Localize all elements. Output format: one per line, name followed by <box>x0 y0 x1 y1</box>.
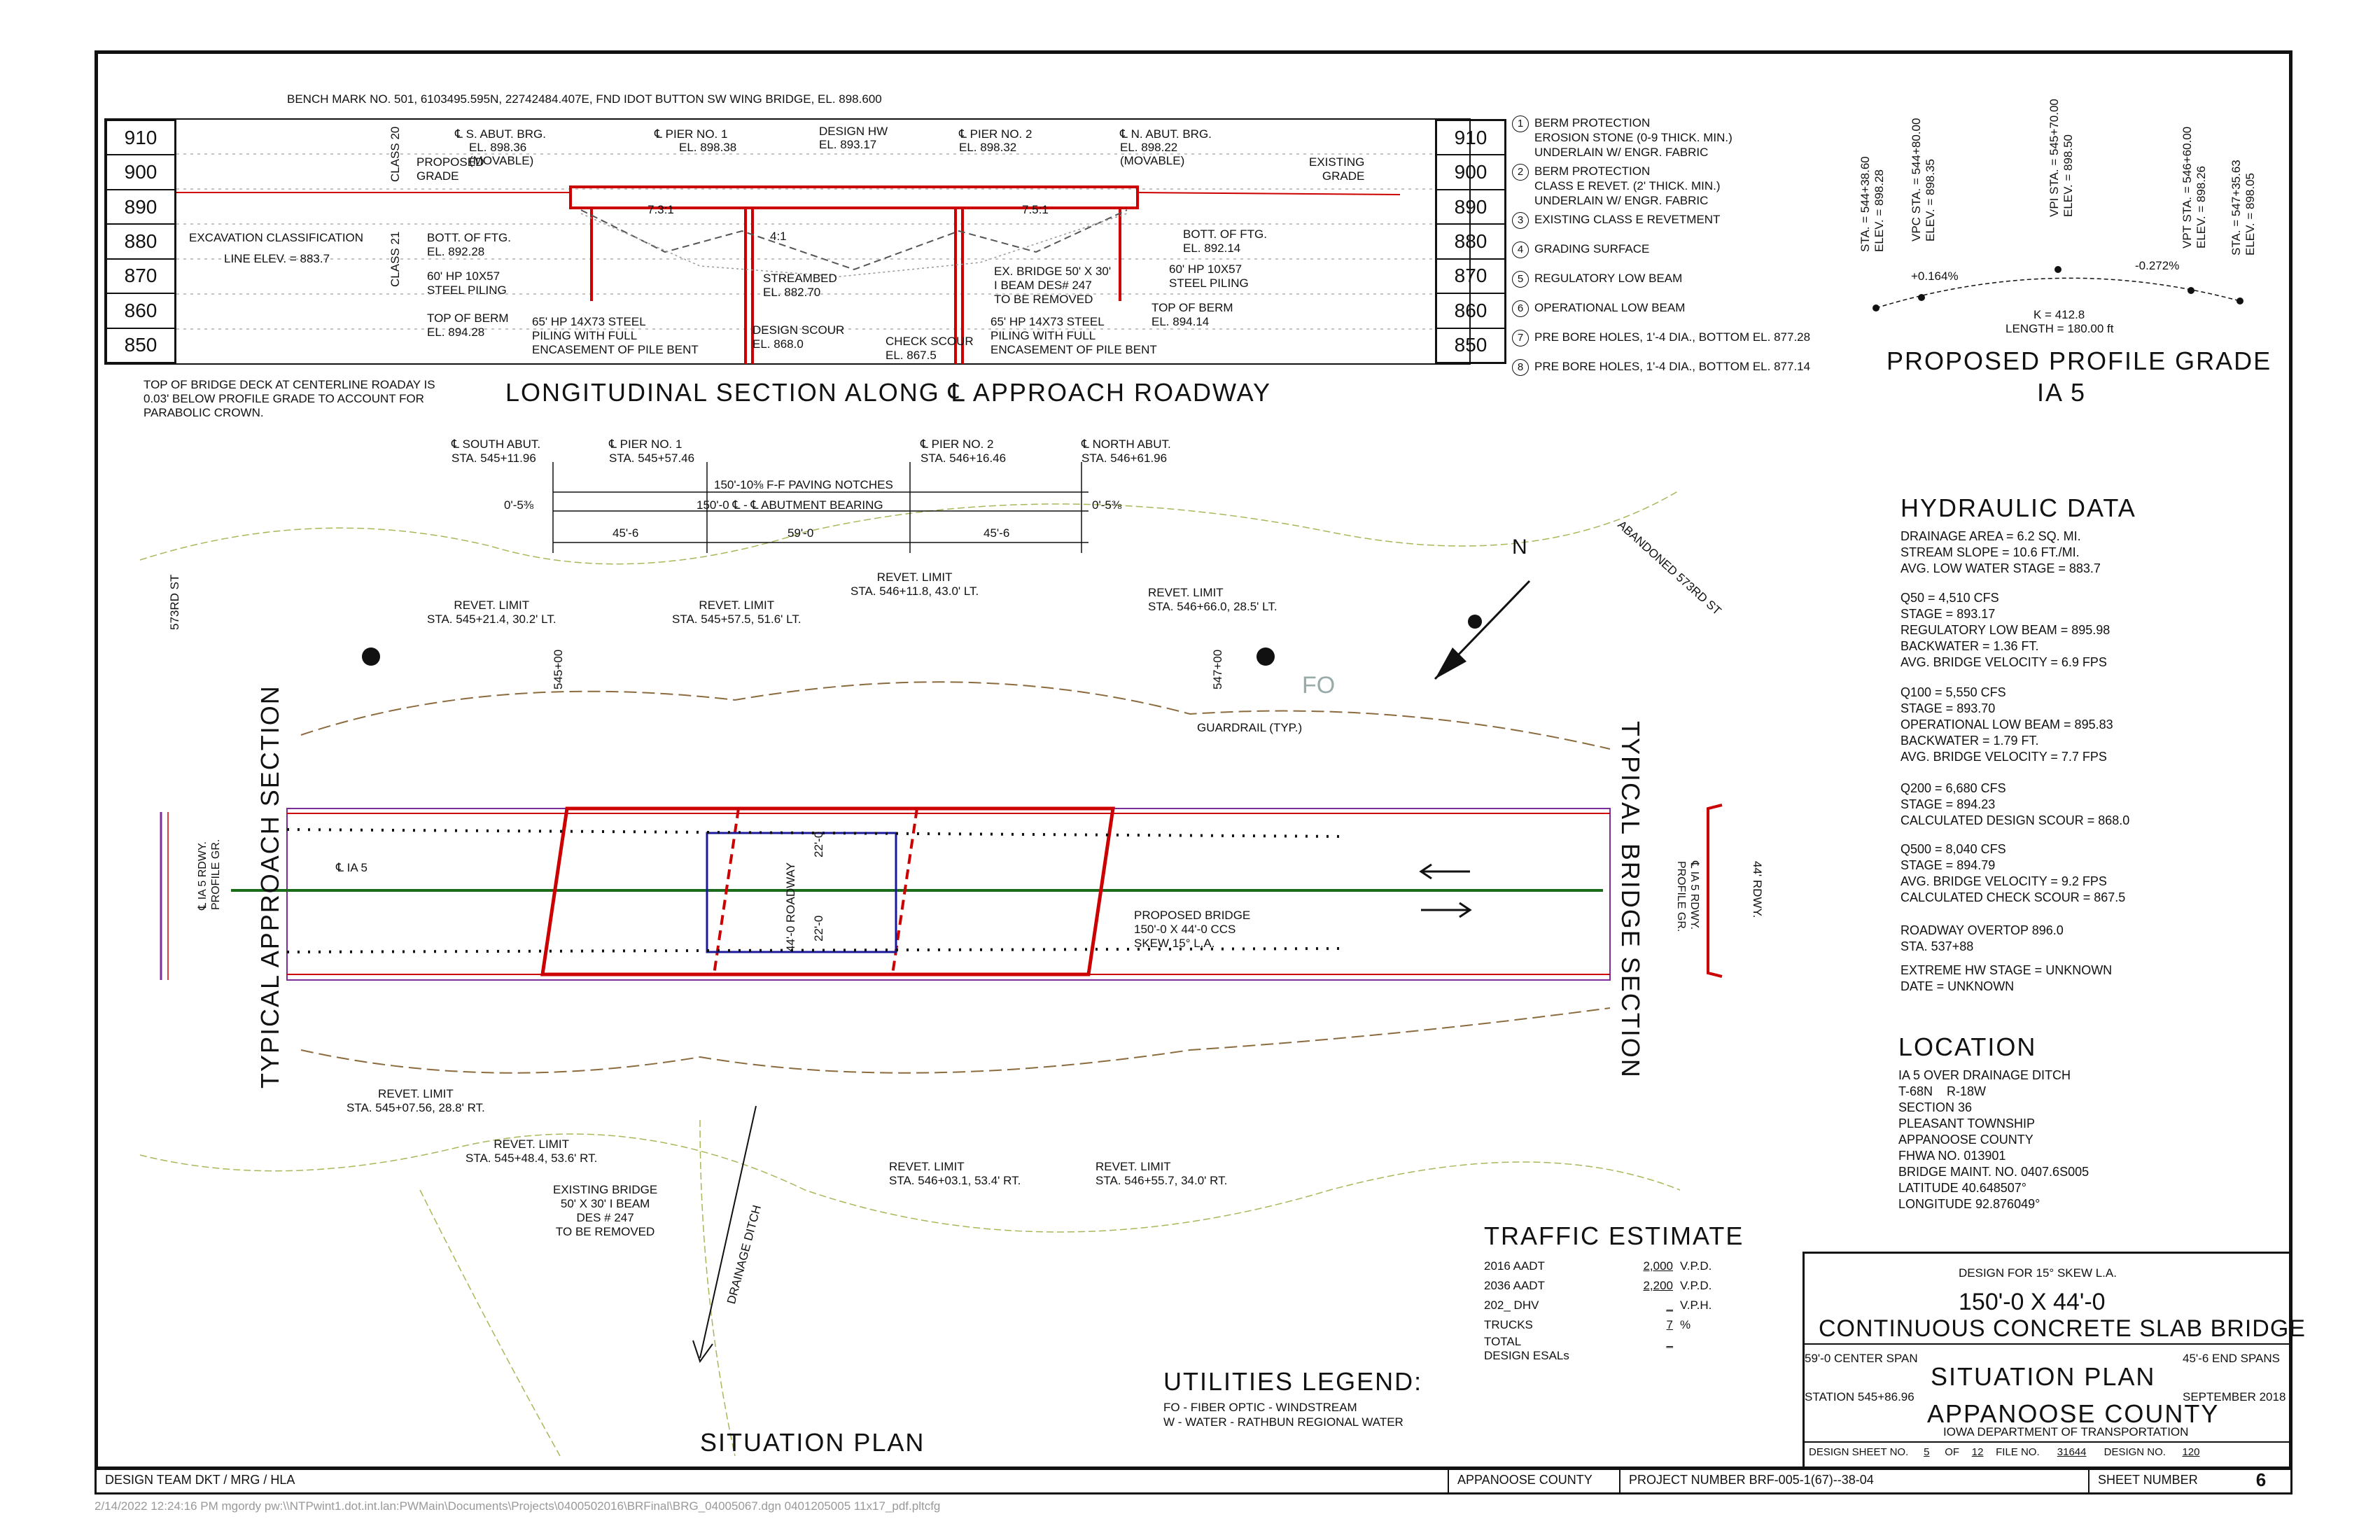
design-hw-el: EL. 893.17 <box>819 138 877 151</box>
pier1-el: EL. 898.38 <box>679 141 737 154</box>
tb-size: 150'-0 X 44'-0 <box>1959 1289 2106 1315</box>
tb-end-spans: 45'-6 END SPANS <box>2183 1352 2280 1365</box>
bridge-cl-label: ℄ IA 5 RDWY. PROFILE GR. <box>1675 861 1700 932</box>
plan-span1: 45'-6 <box>612 526 639 540</box>
legend-num: 3 <box>1512 212 1529 229</box>
profile-title: PROPOSED PROFILE GRADE <box>1886 346 2272 375</box>
dim-22b: 22'-0 <box>812 915 825 941</box>
s-abut-movable: (MOVABLE) <box>469 154 534 167</box>
traffic-unit: V.P.H. <box>1680 1298 1712 1312</box>
profile-subtitle: IA 5 <box>2037 378 2087 407</box>
footer-sheet-label: SHEET NUMBER <box>2088 1468 2224 1492</box>
profile-k: K = 412.8 <box>2033 308 2085 321</box>
tb-date: SEPTEMBER 2018 <box>2183 1390 2286 1404</box>
streambed: STREAMBED EL. 882.70 <box>763 272 837 299</box>
traffic-table <box>1484 1256 1712 1363</box>
station-547: 547+00 <box>1211 649 1224 690</box>
legend-num: 6 <box>1512 300 1529 317</box>
legend-item <box>1512 300 1810 317</box>
pile-right: 65' HP 14X73 STEEL PILING WITH FULL ENCASEMENT OF PILE BENT <box>990 315 1157 356</box>
elev-label: 880 <box>107 225 174 259</box>
traffic-value: 2,000 <box>1643 1259 1673 1273</box>
traffic-unit: % <box>1680 1318 1691 1331</box>
legend-num: 2 <box>1512 164 1529 181</box>
slope-left: 7.3:1 <box>648 203 674 216</box>
legend-text: OPERATIONAL LOW BEAM <box>1534 301 1686 314</box>
tb-design-label: DESIGN NO. <box>2104 1446 2166 1458</box>
station-545: 545+00 <box>552 649 565 690</box>
traffic-row <box>1484 1256 1712 1276</box>
bott-ftg-right: BOTT. OF FTG. EL. 892.14 <box>1183 227 1267 255</box>
tb-dept: IOWA DEPARTMENT OF TRANSPORTATION <box>1943 1425 2189 1438</box>
legend-text: REGULATORY LOW BEAM <box>1534 272 1683 285</box>
elev-label: 910 <box>1437 121 1504 155</box>
traffic-unit: V.P.D. <box>1680 1279 1712 1292</box>
profile-sta2: STA. = 547+35.63 ELEV. = 898.05 <box>2230 160 2257 255</box>
elevation-scale-right <box>1435 119 1506 364</box>
plan-s-abut: ℄ SOUTH ABUT. STA. 545+11.96 <box>451 438 541 465</box>
profile-length: LENGTH = 180.00 ft <box>2005 322 2114 335</box>
plan-span2: 59'-0 <box>788 526 814 540</box>
elev-label: 870 <box>1437 260 1504 294</box>
excavation-classification: EXCAVATION CLASSIFICATION <box>189 231 364 244</box>
n-abut-label: ℄ N. ABUT. BRG. <box>1120 127 1212 141</box>
profile-vpt: VPT STA. = 546+60.00 ELEV. = 898.26 <box>2180 126 2208 248</box>
revet-limit-5: REVET. LIMIT STA. 545+07.56, 28.8' RT. <box>346 1087 485 1114</box>
plan-n-abut: ℄ NORTH ABUT. STA. 546+61.96 <box>1082 438 1171 465</box>
s-abut-el: EL. 898.36 <box>469 141 527 154</box>
elev-label: 910 <box>107 121 174 155</box>
legend-text: PRE BORE HOLES, 1'-4 DIA., BOTTOM EL. 877.28 <box>1534 330 1811 344</box>
legend-text: EXISTING CLASS E REVETMENT <box>1534 213 1721 226</box>
legend-num: 1 <box>1512 115 1529 132</box>
typical-bridge-section: TYPICAL BRIDGE SECTION <box>1616 721 1645 1079</box>
existing-grade: EXISTING GRADE <box>1309 155 1365 183</box>
elev-label: 860 <box>1437 294 1504 328</box>
n-abut-el: EL. 898.22 <box>1120 141 1178 154</box>
plan-title: SITUATION PLAN <box>700 1428 925 1457</box>
hp-right: 60' HP 10X57 STEEL PILING <box>1169 262 1249 290</box>
elev-label: 870 <box>107 260 174 294</box>
profile-sta1: STA. = 544+38.60 ELEV. = 898.28 <box>1858 156 1886 252</box>
traffic-value: 2,200 <box>1643 1279 1673 1292</box>
typical-approach-section: TYPICAL APPROACH SECTION <box>255 685 284 1088</box>
bench-mark-note: BENCH MARK NO. 501, 6103495.595N, 22742484.407E, FND IDOT BUTTON SW WING BRIDGE, EL. 898.600 <box>287 92 882 106</box>
legend-num: 4 <box>1512 241 1529 258</box>
revet-limit-2: REVET. LIMIT STA. 545+57.5, 51.6' LT. <box>672 598 802 626</box>
line-elev: LINE ELEV. = 883.7 <box>224 252 330 265</box>
footer-team: DESIGN TEAM DKT / MRG / HLA <box>105 1473 295 1487</box>
profile-grade-left: +0.164% <box>1911 270 1959 283</box>
traffic-label: TRUCKS <box>1484 1318 1533 1331</box>
traffic-row <box>1484 1335 1712 1363</box>
profile-vpc: VPC STA. = 544+80.00 ELEV. = 898.35 <box>1910 118 1937 241</box>
bott-ftg-left: BOTT. OF FTG. EL. 892.28 <box>427 231 511 258</box>
plan-paving-notches: 150'-10⅜ F-F PAVING NOTCHES <box>714 478 893 491</box>
tb-county: APPANOOSE COUNTY <box>1927 1399 2220 1428</box>
bridge-rdwy-width: 44' RDWY. <box>1751 861 1764 918</box>
footer-sheet-number: 6 <box>2255 1469 2267 1490</box>
proposed-bridge-note: PROPOSED BRIDGE 150'-0 X 44'-0 CCS SKEW 15° L.A. <box>1134 909 1251 950</box>
elev-label: 890 <box>107 190 174 225</box>
n-abut-movable: (MOVABLE) <box>1120 154 1185 167</box>
revet-limit-4: REVET. LIMIT STA. 546+66.0, 28.5' LT. <box>1148 586 1278 613</box>
pier1-label: ℄ PIER NO. 1 <box>654 127 728 141</box>
footer-project: PROJECT NUMBER BRF-005-1(67)--38-04 <box>1619 1468 2091 1492</box>
traffic-label: 202_ DHV <box>1484 1298 1539 1312</box>
plan-abut-bearing: 150'-0 ℄ - ℄ ABUTMENT BEARING <box>696 498 883 512</box>
s-abut-label: ℄ S. ABUT. BRG. <box>455 127 546 141</box>
traffic-label: 2016 AADT <box>1484 1259 1545 1273</box>
elev-label: 850 <box>124 334 158 356</box>
revet-limit-8: REVET. LIMIT STA. 546+55.7, 34.0' RT. <box>1096 1160 1228 1187</box>
drainage-ditch-label: DRAINAGE DITCH <box>724 1203 764 1306</box>
fiber-optic-label: FO <box>1302 672 1336 699</box>
slope-right: 7.5:1 <box>1022 203 1049 216</box>
approach-cl-label: ℄ IA 5 RDWY. PROFILE GR. <box>197 839 222 910</box>
traffic-row <box>1484 1296 1712 1315</box>
legend <box>1512 115 1810 376</box>
plan-pier1: ℄ PIER NO. 1 STA. 545+57.46 <box>609 438 695 465</box>
traffic-label: 2036 AADT <box>1484 1279 1545 1292</box>
title-block <box>1802 1252 2306 1470</box>
plan-pier2: ℄ PIER NO. 2 STA. 546+16.46 <box>920 438 1007 465</box>
elev-label: 890 <box>1437 190 1504 225</box>
tb-center-span: 59'-0 CENTER SPAN <box>1805 1352 1918 1365</box>
legend-item <box>1512 359 1810 376</box>
plan-dim-right: 0'-5⅜ <box>1092 498 1121 512</box>
hydraulic-general: DRAINAGE AREA = 6.2 SQ. MI. STREAM SLOPE = 10.6 FT./MI. AVG. LOW WATER STAGE = 883.7 <box>1900 529 2101 575</box>
footer-county: APPANOOSE COUNTY <box>1448 1468 1618 1492</box>
class20: CLASS 20 <box>388 126 402 182</box>
legend-text: BERM PROTECTION EROSION STONE (0-9 THICK. MIN.) UNDERLAIN W/ ENGR. FABRIC <box>1534 116 1732 159</box>
roadway-width: 44'-0 ROADWAY <box>784 862 797 952</box>
traffic-unit: V.P.D. <box>1680 1259 1712 1273</box>
tb-file: 31644 <box>2057 1446 2087 1458</box>
legend-text: GRADING SURFACE <box>1534 242 1650 255</box>
legend-text: BERM PROTECTION CLASS E REVET. (2' THICK. MIN.) UNDERLAIN W/ ENGR. FABRIC <box>1534 164 1721 207</box>
elev-label: 880 <box>1437 225 1504 259</box>
tb-design-sheet: 5 <box>1924 1446 1930 1458</box>
revet-limit-6: REVET. LIMIT STA. 545+48.4, 53.6' RT. <box>465 1138 598 1165</box>
tb-design-sheet-label: DESIGN SHEET NO. <box>1809 1446 1909 1458</box>
hydraulic-q50: Q50 = 4,510 CFS STAGE = 893.17 REGULATORY LOW BEAM = 895.98 BACKWATER = 1.36 FT. AVG. BRIDGE VELOCITY = 6.9 FPS <box>1900 591 2110 669</box>
legend-item <box>1512 330 1810 346</box>
legend-item <box>1512 212 1810 229</box>
class21: CLASS 21 <box>388 231 402 287</box>
traffic-value: 7 <box>1666 1318 1673 1331</box>
hydraulic-extreme: EXTREME HW STAGE = UNKNOWN DATE = UNKNOWN <box>1900 963 2113 993</box>
tb-design: 120 <box>2182 1446 2200 1458</box>
traffic-label: TOTAL DESIGN ESALs <box>1484 1335 1569 1362</box>
hydraulic-q100: Q100 = 5,550 CFS STAGE = 893.70 OPERATIONAL LOW BEAM = 895.83 BACKWATER = 1.79 FT. AVG. BRIDGE VELOCITY = 7.7 FPS <box>1900 685 2113 764</box>
profile-vpi: VPI STA. = 545+70.00 ELEV. = 898.50 <box>2047 99 2075 217</box>
elev-label: 860 <box>107 294 174 328</box>
road-573-label: 573RD ST <box>168 574 181 630</box>
location-title: LOCATION <box>1898 1032 2037 1061</box>
legend-num: 8 <box>1512 359 1529 376</box>
plot-info: 2/14/2022 12:24:16 PM mgordy pw:\\NTPwint1.dot.int.lan:PWMain\Documents\Projects\0400502016\BRFinal\BRG_04005067.dgn 0401205005 11x17_pdf.pltcfg <box>94 1499 941 1513</box>
dim-22a: 22'-0 <box>812 831 825 858</box>
profile-grade-right: -0.272% <box>2135 259 2180 272</box>
tb-design-for: DESIGN FOR 15° SKEW L.A. <box>1959 1266 2117 1280</box>
revet-limit-3: REVET. LIMIT STA. 546+11.8, 43.0' LT. <box>850 570 979 598</box>
elev-label: 850 <box>1454 334 1488 356</box>
elev-label: 900 <box>1437 155 1504 190</box>
hydraulic-title: HYDRAULIC DATA <box>1900 493 2136 522</box>
traffic-title: TRAFFIC ESTIMATE <box>1484 1222 1744 1250</box>
existing-bridge-note: EXISTING BRIDGE 50' X 30' I BEAM DES # 247 TO BE REMOVED <box>553 1183 658 1238</box>
plan-span3: 45'-6 <box>983 526 1010 540</box>
hydraulic-overtop: ROADWAY OVERTOP 896.0 STA. 537+88 <box>1900 923 2064 953</box>
footer <box>94 1468 2292 1494</box>
tb-sheet-row <box>1805 1446 2290 1458</box>
revet-limit-7: REVET. LIMIT STA. 546+03.1, 53.4' RT. <box>889 1160 1021 1187</box>
top-berm-left: TOP OF BERM EL. 894.28 <box>427 312 509 339</box>
proposed-grade: PROPOSED GRADE <box>416 155 484 183</box>
legend-item <box>1512 271 1810 288</box>
hydraulic-q500: Q500 = 8,040 CFS STAGE = 894.79 AVG. BRIDGE VELOCITY = 9.2 FPS CALCULATED CHECK SCOUR = 867.5 <box>1900 842 2126 904</box>
pier2-label: ℄ PIER NO. 2 <box>959 127 1032 141</box>
tb-station: STATION 545+86.96 <box>1805 1390 1914 1404</box>
pier2-el: EL. 898.32 <box>959 141 1017 154</box>
ex-bridge-note: EX. BRIDGE 50' X 30' I BEAM DES# 247 TO BE REMOVED <box>994 265 1112 306</box>
utilities-title: UTILITIES LEGEND: <box>1163 1367 1423 1396</box>
legend-text: PRE BORE HOLES, 1'-4 DIA., BOTTOM EL. 877.14 <box>1534 360 1811 373</box>
cl-ia5-label: ℄ IA 5 <box>336 861 368 874</box>
traffic-value: _ <box>1666 1335 1673 1348</box>
north-label: N <box>1512 536 1527 559</box>
traffic-row <box>1484 1276 1712 1296</box>
guardrail-label: GUARDRAIL (TYP.) <box>1197 721 1303 734</box>
traffic-row <box>1484 1315 1712 1335</box>
section-note: TOP OF BRIDGE DECK AT CENTERLINE ROADAY IS 0.03' BELOW PROFILE GRADE TO ACCOUNT FOR PARABOLIC CROWN. <box>144 378 435 419</box>
revet-limit-1: REVET. LIMIT STA. 545+21.4, 30.2' LT. <box>427 598 556 626</box>
tb-of: 12 <box>1971 1446 1984 1458</box>
legend-item <box>1512 241 1810 258</box>
tb-of-label: OF <box>1945 1446 1960 1458</box>
utilities-body: FO - FIBER OPTIC - WINDSTREAM W - WATER - RATHBUN REGIONAL WATER <box>1163 1401 1404 1429</box>
tb-plan: SITUATION PLAN <box>1931 1362 2156 1391</box>
legend-num: 7 <box>1512 330 1529 346</box>
design-hw-label: DESIGN HW <box>819 125 888 138</box>
legend-num: 5 <box>1512 271 1529 288</box>
top-berm-right: TOP OF BERM EL. 894.14 <box>1152 301 1233 328</box>
tb-type: CONTINUOUS CONCRETE SLAB BRIDGE <box>1819 1315 2306 1342</box>
hp-left: 60' HP 10X57 STEEL PILING <box>427 270 507 297</box>
elev-label: 900 <box>107 155 174 190</box>
location-body: IA 5 OVER DRAINAGE DITCH T-68N R-18W SECTION 36 PLEASANT TOWNSHIP APPANOOSE COUNTY FHWA NO. 013901 BRIDGE MAINT. NO. 0407.6S005 LATITUDE 40.648507° LONGITUDE 92.876049° <box>1898 1068 2090 1211</box>
legend-item <box>1512 164 1810 208</box>
section-title: LONGITUDINAL SECTION ALONG ℄ APPROACH ROADWAY <box>505 378 1271 407</box>
tb-file-label: FILE NO. <box>1996 1446 2040 1458</box>
traffic-value: _ <box>1666 1298 1673 1312</box>
plan-dim-left: 0'-5⅜ <box>504 498 533 512</box>
pile-left: 65' HP 14X73 STEEL PILING WITH FULL ENCASEMENT OF PILE BENT <box>532 315 699 356</box>
hydraulic-q200: Q200 = 6,680 CFS STAGE = 894.23 CALCULATED DESIGN SCOUR = 868.0 <box>1900 781 2130 827</box>
abandoned-road-label: ABANDONED 573RD ST <box>1615 518 1724 618</box>
slope-4: 4:1 <box>770 230 787 243</box>
design-scour: DESIGN SCOUR EL. 868.0 <box>752 323 845 351</box>
elevation-scale-left <box>105 119 176 364</box>
legend-item <box>1512 115 1810 160</box>
check-scour: CHECK SCOUR EL. 867.5 <box>886 335 974 362</box>
